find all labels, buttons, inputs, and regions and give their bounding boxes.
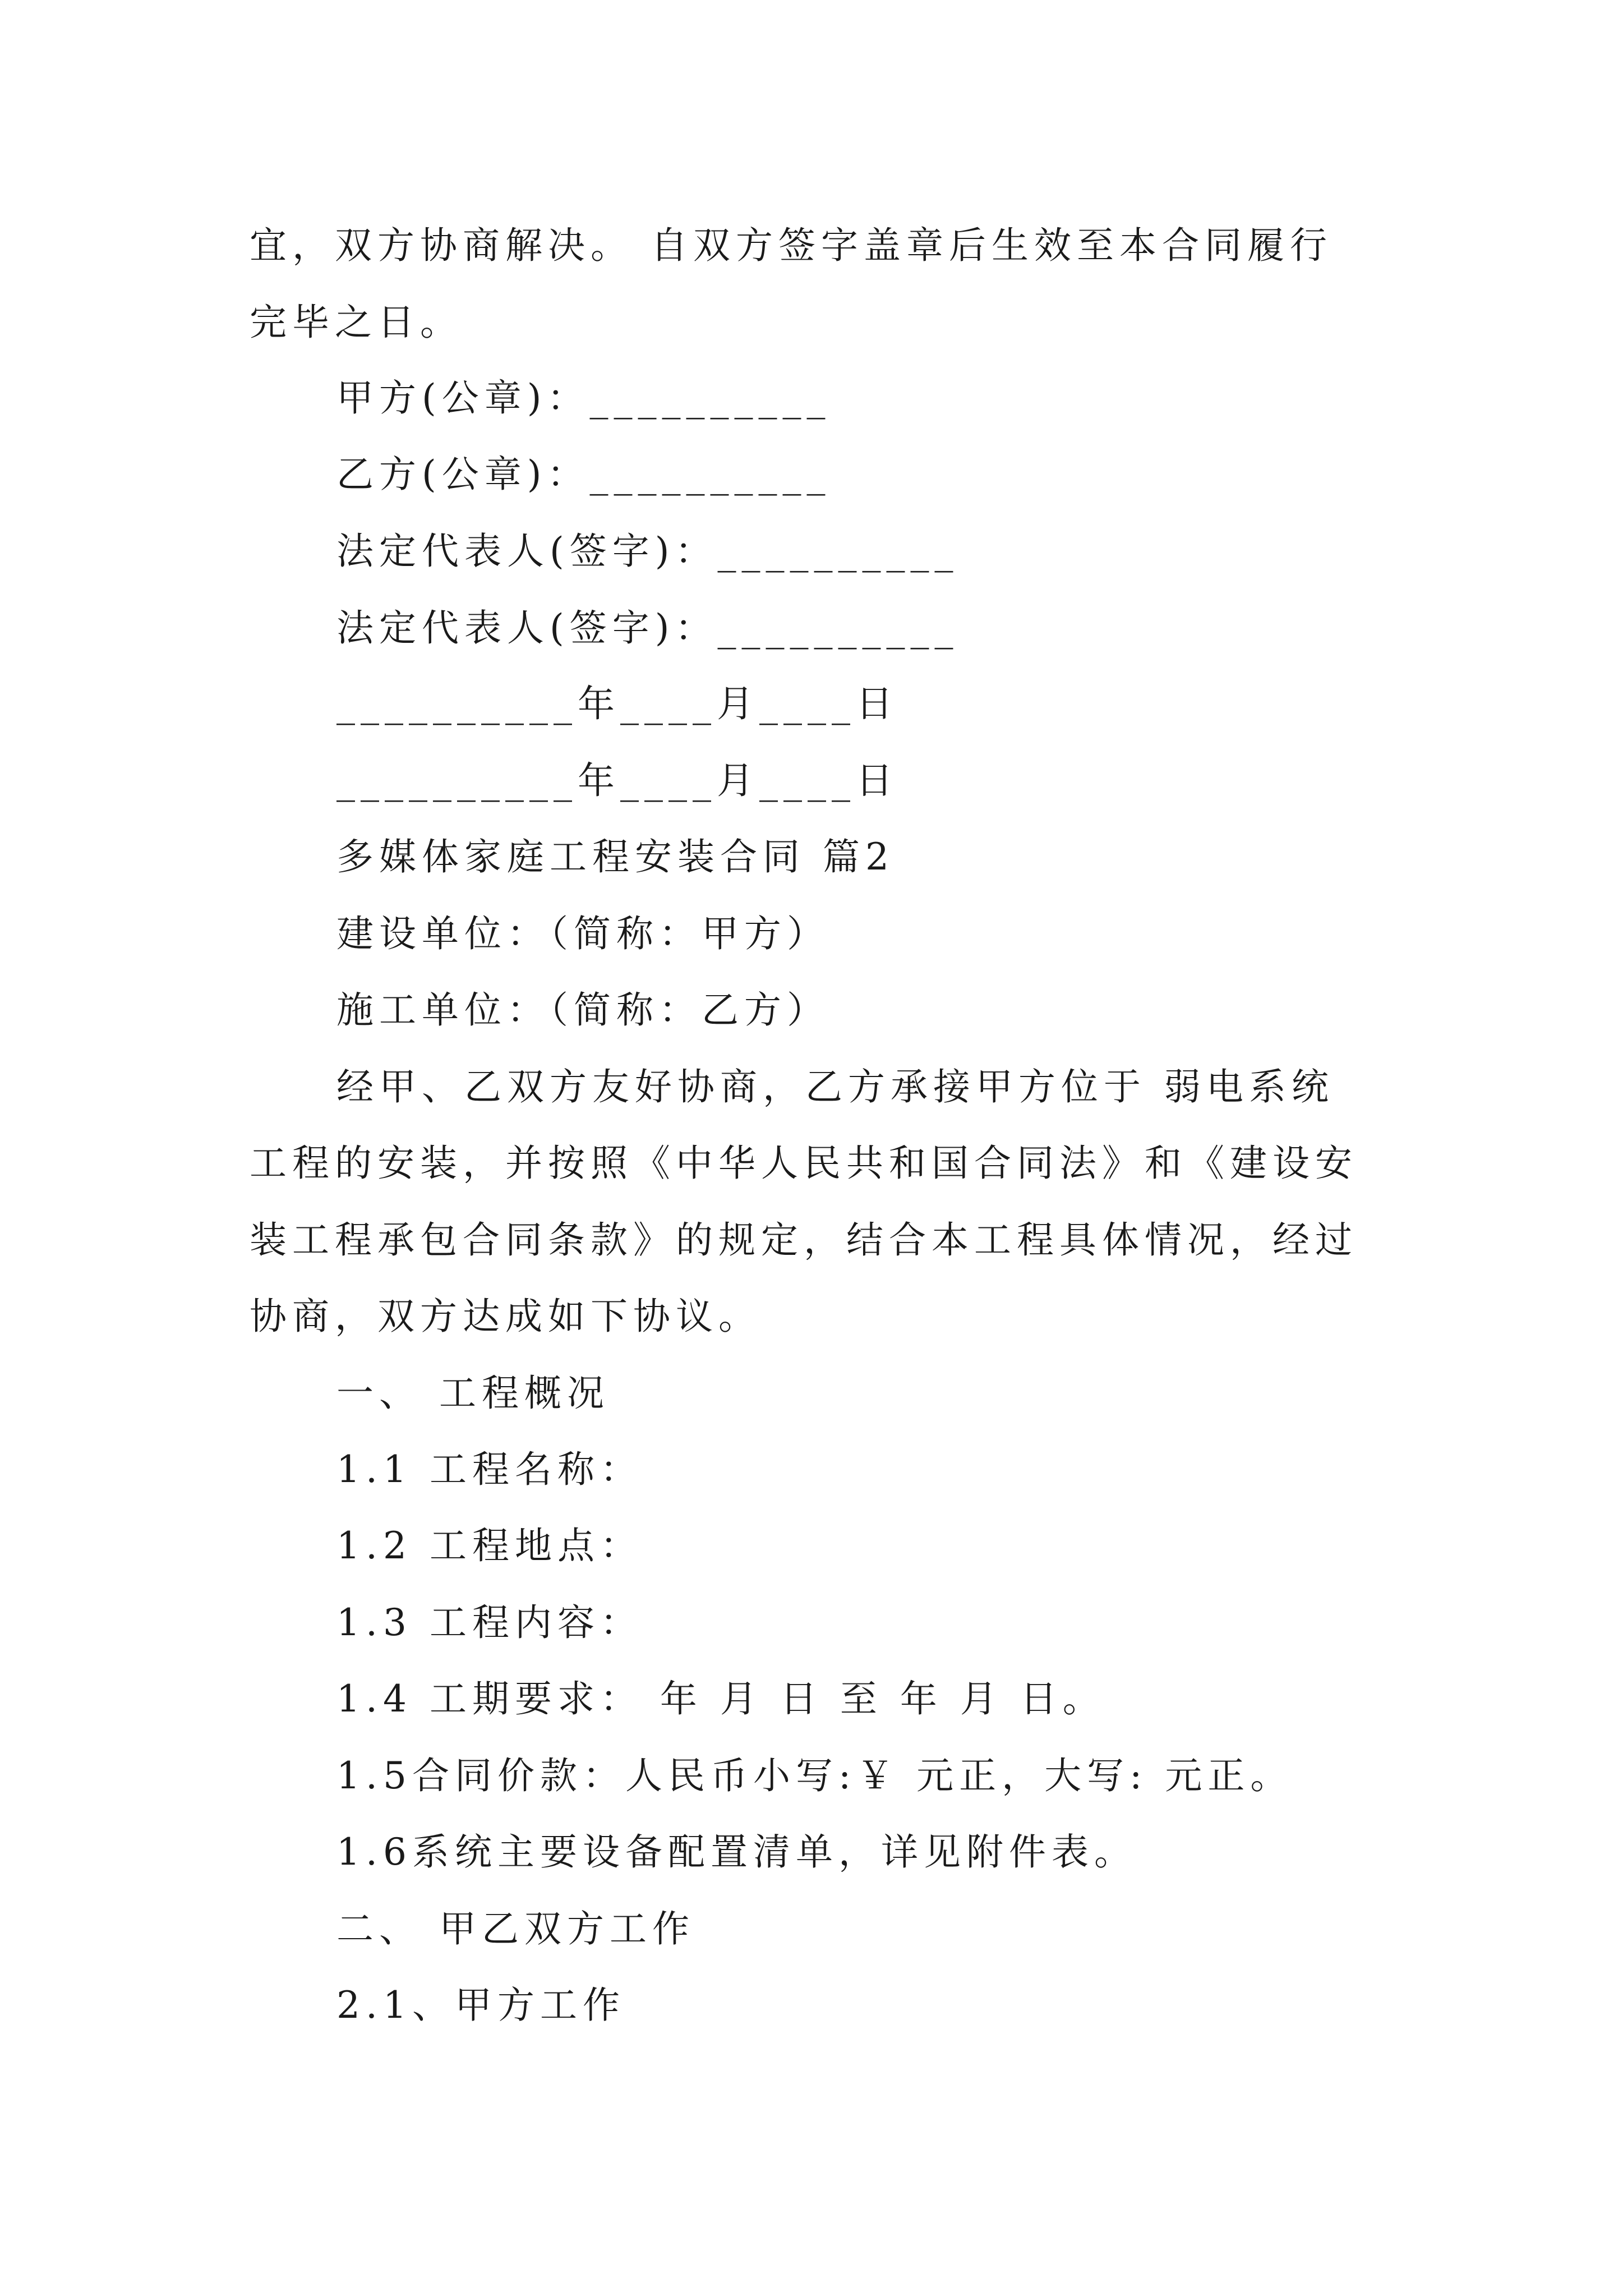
paragraph-line: 完毕之日。 (250, 301, 463, 344)
list-item: 1.3 工程内容： (336, 1601, 643, 1644)
signature-line-legal-rep: 法定代表人(签字)：__________ (336, 530, 959, 573)
list-item: 2.1、甲方工作 (336, 1984, 625, 2027)
section-title: 多媒体家庭工程安装合同 篇2 (336, 835, 895, 878)
list-item: 1.6系统主要设备配置清单，详见附件表。 (336, 1830, 1137, 1874)
heading-line: 一、 工程概况 (336, 1372, 610, 1415)
date-line: __________年____月____日 (336, 759, 898, 802)
list-item: 1.1 工程名称： (336, 1448, 643, 1491)
heading-line: 二、 甲乙双方工作 (336, 1907, 695, 1950)
paragraph-line: 协商，双方达成如下协议。 (250, 1295, 761, 1338)
signature-line-legal-rep: 法定代表人(签字)：__________ (336, 606, 959, 650)
date-line: __________年____月____日 (336, 682, 898, 725)
party-line: 施工单位：（简称：乙方） (336, 988, 829, 1032)
party-line: 建设单位：（简称：甲方） (336, 912, 829, 955)
paragraph-line: 宜，双方协商解决。 自双方签字盖章后生效至本合同履行 (250, 224, 1332, 267)
list-item: 1.4 工期要求： 年 月 日 至 年 月 日。 (336, 1677, 1105, 1720)
signature-line-party-a-seal: 甲方(公章)：__________ (336, 376, 831, 420)
list-item: 1.5合同价款：人民币小写:￥ 元正，大写: 元正。 (336, 1754, 1293, 1797)
signature-line-party-b-seal: 乙方(公章)：__________ (336, 453, 831, 496)
paragraph-line: 工程的安装，并按照《中华人民共和国合同法》和《建设安 (250, 1142, 1358, 1185)
list-item: 1.2 工程地点： (336, 1524, 643, 1567)
paragraph-line: 装工程承包合同条款》的规定，结合本工程具体情况，经过 (250, 1218, 1358, 1262)
paragraph-line: 经甲、乙双方友好协商，乙方承接甲方位于 弱电系统 (336, 1065, 1334, 1108)
